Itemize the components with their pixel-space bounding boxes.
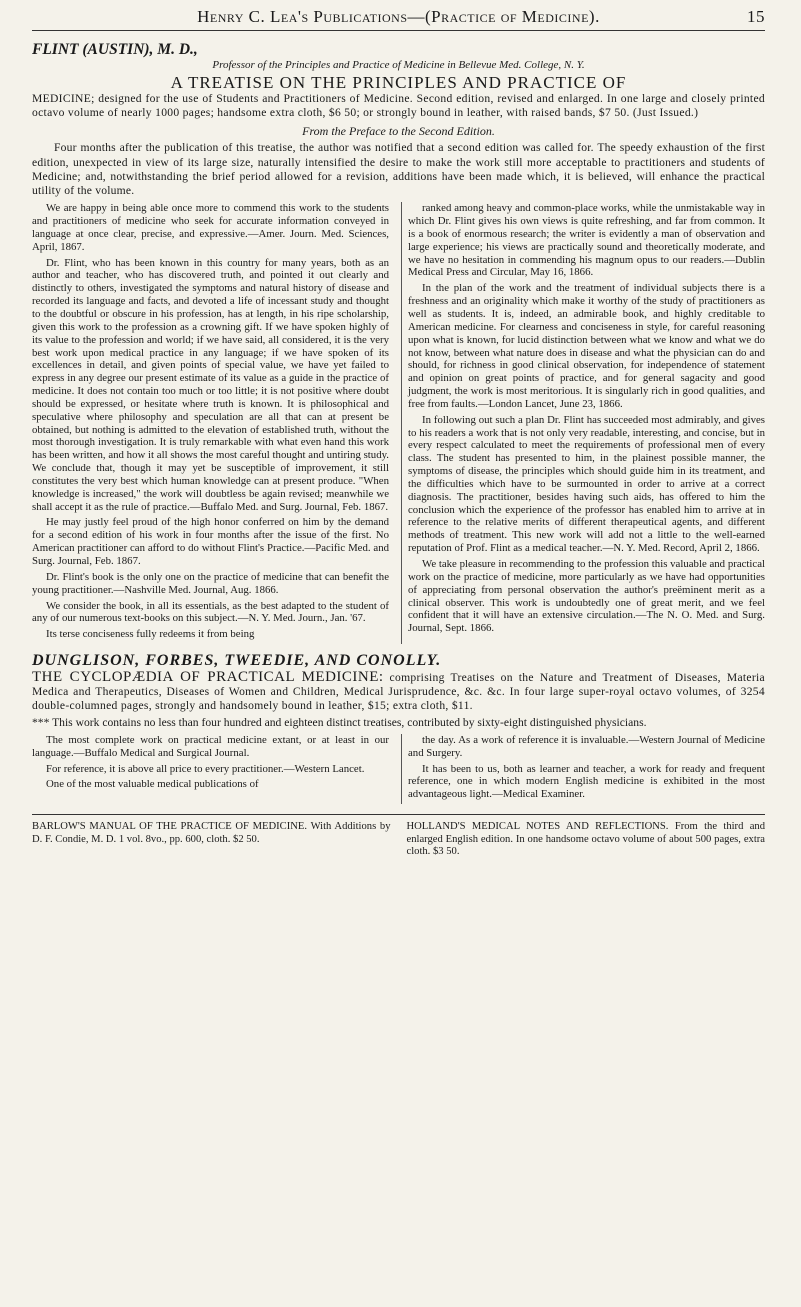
review-paragraph: For reference, it is above all price to every practitioner.—Western Lancet. (46, 762, 365, 775)
review-paragraph: We take pleasure in recommending to the profession this valuable and practical work on the practice of medicine, more particularly as we have had opportunities of appreciating from personal observation the author's preëminent merit as a clinical observer. This work is undoubtedly one of great merit, and we feel confident that it will have an extensive circulation.—The N. O. Med. and Surg. Journal, Sept. 1866. (408, 558, 765, 635)
dunglison-reviews (32, 734, 765, 804)
review-paragraph: In following out such a plan Dr. Flint has succeeded most admirably, and gives to his readers a work that is not only very readable, interesting, and concise, but in every respect calculated to meet the requirements of professional men of every class. The student has presented to him, in the plainest possible manner, the symptoms of disease, the principles which should guide him in its treatment, and the difficulties which have to be surmounted in order to arrive at a correct diagnosis. The practitioner, besides having such aids, has offered to him the conclusion which the experience of the professor has enabled him to arrive at in reference to the relative merits of different therapeutical agents, and different methods of treatment. This new work will add not a little to the well-earned reputation of Prof. Flint as a medical teacher.—N. Y. Med. Record, April 2, 1866. (408, 413, 765, 555)
entry-dunglison-description (32, 670, 765, 714)
entry-flint-heading: FLINT (AUSTIN), M. D., (32, 41, 198, 58)
footer-holland-text: From the third and enlarged English edition. In one handsome octavo volume of about 500 pages, extra cloth. $3 50. (406, 821, 766, 858)
entry-dunglison-note: *** This work contains no less than four hundred and eighteen distinct treatises, contributed by sixty-eight distinguished physicians. (32, 715, 647, 729)
flint-reviews (32, 202, 765, 644)
section-divider (32, 814, 765, 815)
review-paragraph: In the plan of the work and the treatment of individual subjects there is a freshness and an originality which make it worthy of the study of practitioners as well as students. It is, indeed, an admirable book, and highly creditable to American medicine. For clearness and conciseness in style, for careful reasoning upon what is known, for lucid distinction between what we know and what we do not know, between what nature does in disease and what the physician can do and should, for richness in good clinical observation, for independence of statement and opinion on great points of practice, and for general sagacity and good judgment, the work is most meritorious. It is singularly rich in good qualities, and free from faults.—London Lancet, June 23, 1866. (408, 282, 765, 410)
page-number: 15 (747, 7, 765, 26)
entry-dunglison-heading: DUNGLISON, FORBES, TWEEDIE, AND CONOLLY. (32, 652, 442, 670)
review-paragraph: The most complete work on practical medicine extant, or at least in our language.—Buffalo Medical and Surgical Journal. (32, 733, 389, 759)
running-head (32, 6, 765, 31)
footer-barlow-text: With Additions by D. F. Condie, M. D. 1 vol. 8vo., pp. 600, cloth. $2 50. (32, 821, 391, 845)
review-paragraph: Its terse conciseness fully redeems it from being (46, 628, 255, 641)
review-paragraph: Dr. Flint's book is the only one on the practice of medicine that can benefit the young practitioner.—Nashville Med. Journal, Aug. 1866. (32, 570, 389, 596)
footer-holland-title: HOLLAND'S MEDICAL NOTES AND REFLECTIONS. (406, 821, 669, 833)
preface-heading: From the Preface to the Second Edition. (302, 124, 495, 139)
footer-listings (32, 821, 765, 859)
entry-flint-author-note: Professor of the Principles and Practice of Medicine in Bellevue Med. College, N. Y. (212, 59, 585, 71)
review-paragraph: ranked among heavy and common-place works, while the unmistakable way in which Dr. Flint gives his own views is quite refreshing, and far from common. It is a book of enormous research; the writer is evidently a man of observation and large experience; his views are practically sound and theoretically moderate, and we have no hesitation in commending his magnum opus to our readers.—Dublin Medical Press and Circular, May 16, 1866. (408, 202, 765, 279)
running-head-title: Henry C. Lea's Publications—(Practice of Medicine). (197, 7, 600, 26)
entry-flint-description: MEDICINE; designed for the use of Students and Practitioners of Medicine. Second edition, revised and enlarged. In one large and closely printed octavo volume of nearly 1000 pages; handsome extra cloth, $6 50; or strongly bound in leather, with raised bands, $7 50. (Just Issued.) (32, 92, 765, 120)
preface-text: Four months after the publication of this treatise, the author was notified that a second edition was called for. The speedy exhaustion of the first edition, unexpected in view of its large size, naturally intensified the desire to make the work still more acceptable to practitioners and students of Medicine; and, notwithstanding the brief period allowed for a revision, additions have been made which, it is believed, will enhance the practical utility of the volume. (32, 141, 765, 198)
review-paragraph: the day. As a work of reference it is invaluable.—Western Journal of Medicine and Surgery. (408, 733, 765, 759)
review-paragraph: He may justly feel proud of the high honor conferred on him by the demand for a second edition of his work in four months after the issue of the first. No American practitioner can afford to do without Flint's Practice.—Pacific Med. and Surg. Journal, Feb. 1867. (32, 516, 389, 567)
review-paragraph: It has been to us, both as learner and teacher, a work for ready and frequent reference, one in which modern English medicine is exhibited in the most advantageous light.—Medical Examiner. (408, 762, 765, 801)
footer-listing-holland (407, 821, 766, 859)
flint-reviews-left (32, 202, 389, 644)
footer-barlow-title: BARLOW'S MANUAL OF THE PRACTICE OF MEDICINE. (32, 821, 308, 833)
entry-dunglison-title: THE CYCLOPÆDIA OF PRACTICAL MEDICINE: (32, 669, 384, 686)
dunglison-reviews-right (401, 734, 765, 804)
review-paragraph: One of the most valuable medical publications of (46, 778, 259, 791)
review-paragraph: We consider the book, in all its essentials, as the best adapted to the student of any of our numerous text-books on this subject.—N. Y. Med. Journ., Jan. '67. (32, 599, 389, 625)
dunglison-reviews-left (32, 734, 389, 804)
review-paragraph: We are happy in being able once more to commend this work to the students and practitioners of medicine who seek for accurate information conveyed in language at once clear, precise, and expressive.—Amer. Journ. Med. Sciences, April, 1867. (32, 202, 389, 253)
review-paragraph: Dr. Flint, who has been known in this country for many years, both as an author and teacher, who has discovered truth, and pointed it out clearly and distinctly to others, investigated the symptoms and natural history of disease and recorded its language and facts, and devoted a life of incessant study and thought to the doubtful or obscure in his profession, has at length, in his ripe scholarship, given this work to the profession as a crowning gift. If we have spoken highly of its value to the profession and world; if we have said, all considered, it is the very best work upon medical practice in any language; if we have spoken of its excellences in detail, and given points of special value, we have yet failed to express in any degree our present estimate of its value as a guide in the practice of medicine. It does not contain too much or too little; it is not positive where doubt should be expressed, or hesitate where truth is known. It is philosophical and speculative where philosophy and speculation are all that can at present be obtained, but nothing is admitted to the elevation of established truth, without the most thorough investigation. It is truly remarkable with what even hand this work has been written, and how it all shows the most careful thought and untiring study. We conclude that, though it may yet be susceptible of improvement, it still constitutes the very best which human knowledge can at present produce. "When knowledge is increased," the work will doubtless be again revised; meanwhile we shall accept it as the rule of practice.—Buffalo Med. and Surg. Journal, Feb. 1867. (32, 256, 389, 513)
entry-flint-title: A TREATISE ON THE PRINCIPLES AND PRACTICE OF (170, 73, 627, 92)
footer-listing-barlow (32, 821, 391, 859)
entry-dunglison-title-rest: comprising Treatises on the Nature and Treatment of Diseases, Materia Medica and Therapeutics, Diseases of Women and Children, Medical Jurisprudence, &c. &c. In four large super-royal octavo volumes, of 3254 double-columned pages, strongly and handsomely bound in leather, $15; extra cloth, $11. (32, 671, 765, 713)
flint-reviews-right (401, 202, 765, 644)
